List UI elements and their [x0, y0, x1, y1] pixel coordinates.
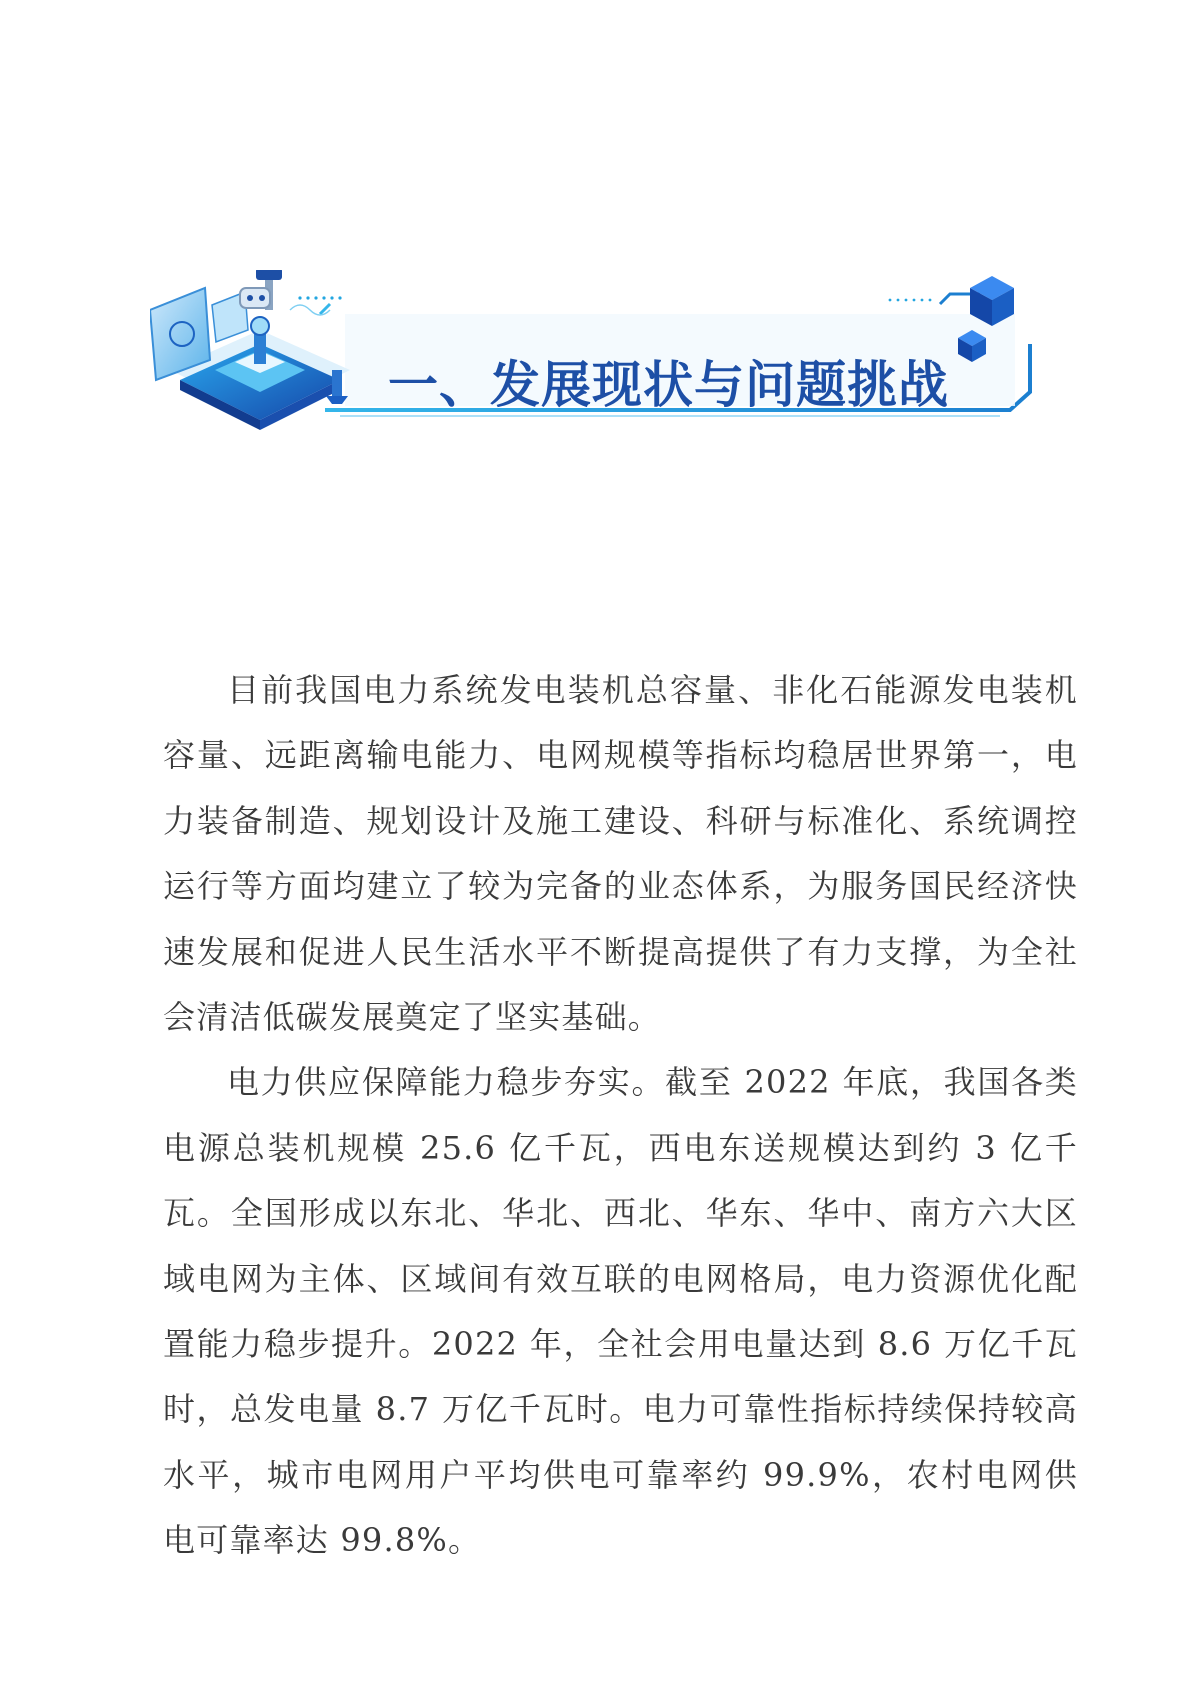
- section-banner: [150, 270, 1080, 460]
- data-center-illustration-icon: [150, 270, 350, 430]
- section-title: 一、发展现状与问题挑战: [388, 356, 949, 414]
- paragraph: 电力供应保障能力稳步夯实。截至 2022 年底，我国各类电源总装机规模 25.6 亿千瓦，西电东送规模达到约 3 亿千瓦。全国形成以东北、华北、西北、华东、华中、南方六大区域电网为主体、区域间有效互联的电网格局，电力资源优化配置能力稳步提升。2022 年，全社会用电量达到 8.6 万亿千瓦时，总发电量 8.7 万亿千瓦时。电力可靠性指标持续保持较高水平，城市电网用户平均供电可靠率约 99.9%，农村电网供电可靠率达 99.8%。: [163, 1063, 1078, 1560]
- body-text: [163, 658, 1078, 1574]
- paragraph: 目前我国电力系统发电装机总容量、非化石能源发电装机容量、远距离输电能力、电网规模等指标均稳居世界第一，电力装备制造、规划设计及施工建设、科研与标准化、系统调控运行等方面均建立了较为完备的业态体系，为服务国民经济快速发展和促进人民生活水平不断提高提供了有力支撑，为全社会清洁低碳发展奠定了坚实基础。: [163, 671, 1078, 1037]
